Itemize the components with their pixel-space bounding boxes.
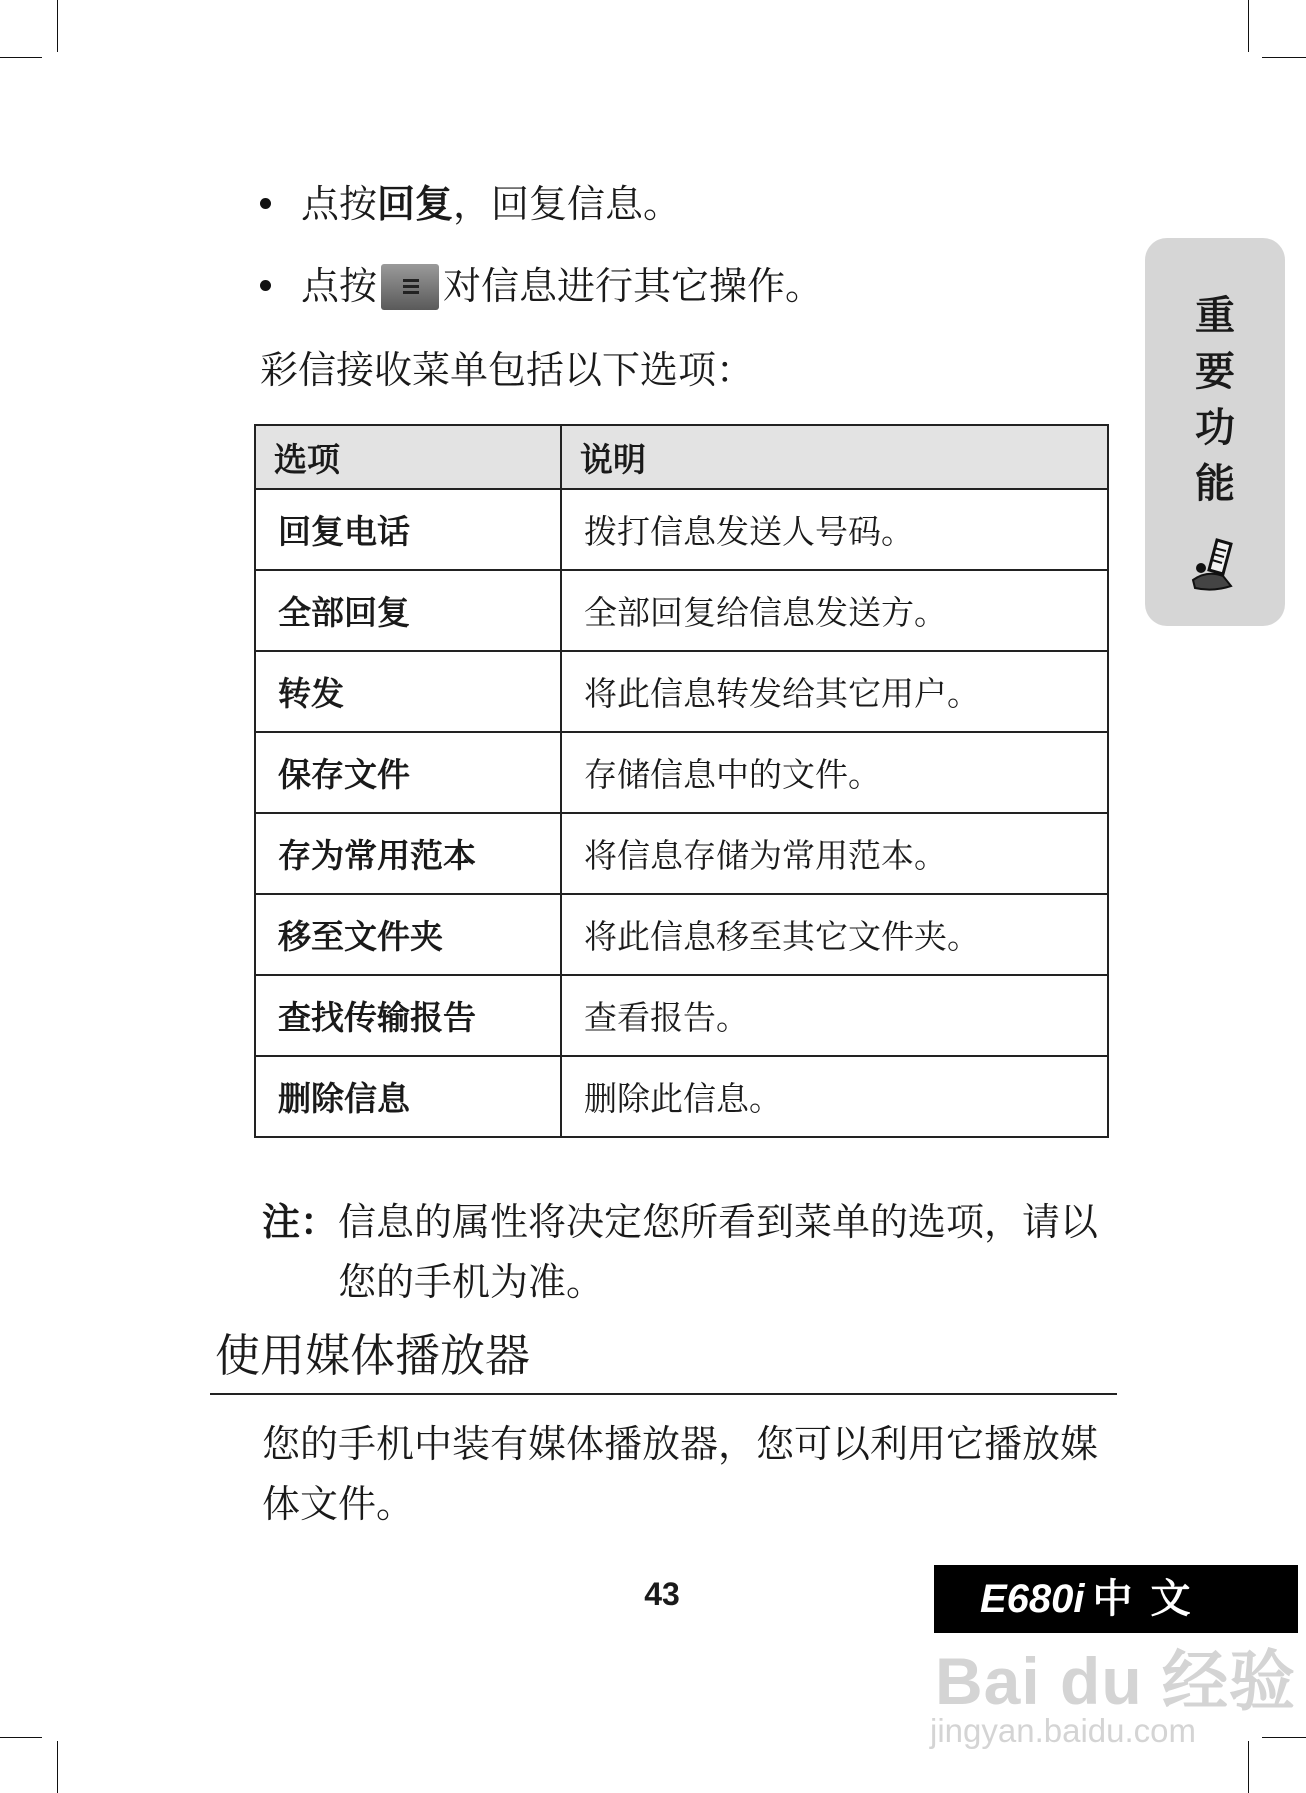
crop-mark	[0, 57, 42, 58]
watermark-url: jingyan.baidu.com	[930, 1712, 1196, 1749]
option-cell: 删除信息	[255, 1056, 561, 1137]
note-label: 注：	[262, 1200, 339, 1244]
table-header-row	[255, 425, 1108, 489]
option-cell: 存为常用范本	[255, 813, 561, 894]
chapter-tab-char: 功	[1195, 404, 1235, 451]
chapter-tab	[1145, 238, 1285, 626]
section-title: 使用媒体播放器	[215, 1329, 531, 1382]
table-row	[255, 894, 1108, 975]
column-header-option: 选项	[255, 425, 561, 489]
table-row	[255, 489, 1108, 570]
chapter-tab-char: 能	[1195, 460, 1235, 507]
crop-mark	[57, 0, 58, 52]
description-cell: 查看报告。	[561, 975, 1108, 1056]
phone-icon	[1187, 536, 1245, 594]
note-text: 您的手机为准。	[338, 1260, 605, 1304]
option-cell: 保存文件	[255, 732, 561, 813]
table-row	[255, 651, 1108, 732]
description-cell: 将信息存储为常用范本。	[561, 813, 1108, 894]
crop-mark	[1248, 1741, 1249, 1793]
table-row	[255, 570, 1108, 651]
column-header-description: 说明	[561, 425, 1108, 489]
bullet-text: 点按	[301, 182, 378, 226]
section-body-line: 体文件。	[262, 1482, 415, 1526]
note	[262, 1192, 1122, 1312]
bullet-text: 对信息进行其它操作。	[443, 264, 824, 308]
note-text: 信息的属性将决定您所看到菜单的选项，请以	[338, 1200, 1099, 1244]
option-cell: 全部回复	[255, 570, 561, 651]
chapter-tab-char: 要	[1195, 348, 1235, 395]
model-name: E680i	[980, 1577, 1085, 1621]
description-cell: 全部回复给信息发送方。	[561, 570, 1108, 651]
table-row	[255, 1056, 1108, 1137]
option-cell: 移至文件夹	[255, 894, 561, 975]
page-number: 43	[644, 1576, 680, 1612]
description-cell: 删除此信息。	[561, 1056, 1108, 1137]
crop-mark	[1262, 57, 1306, 58]
bullet-dot	[260, 198, 271, 209]
table-row	[255, 732, 1108, 813]
bullet-text: ，回复信息。	[453, 182, 682, 226]
chapter-tab-char: 重	[1195, 292, 1235, 339]
crop-mark	[0, 1737, 42, 1738]
reply-term: 回复	[377, 182, 454, 226]
table-row	[255, 975, 1108, 1056]
description-cell: 存储信息中的文件。	[561, 732, 1108, 813]
table-row	[255, 813, 1108, 894]
bullet-text: 点按	[301, 264, 378, 308]
option-cell: 转发	[255, 651, 561, 732]
watermark-logo: Bai du 经验	[935, 1644, 1297, 1718]
menu-button-icon	[381, 264, 439, 310]
bullet-dot	[260, 280, 271, 291]
crop-mark	[1248, 0, 1249, 52]
bullet-item-menu	[260, 260, 823, 312]
section-body-line: 您的手机中装有媒体播放器，您可以利用它播放媒	[262, 1422, 1099, 1466]
crop-mark	[1262, 1737, 1306, 1738]
options-table	[254, 424, 1109, 1138]
description-cell: 拨打信息发送人号码。	[561, 489, 1108, 570]
option-cell: 查找传输报告	[255, 975, 561, 1056]
option-cell: 回复电话	[255, 489, 561, 570]
section-divider	[210, 1393, 1117, 1395]
description-cell: 将此信息移至其它文件夹。	[561, 894, 1108, 975]
description-cell: 将此信息转发给其它用户。	[561, 651, 1108, 732]
language-label: 中文	[1092, 1576, 1209, 1622]
intro-text: 彩信接收菜单包括以下选项：	[260, 348, 755, 392]
section-body	[262, 1414, 1122, 1534]
model-label	[934, 1565, 1298, 1633]
bullet-item-reply	[260, 178, 681, 230]
crop-mark	[57, 1741, 58, 1793]
